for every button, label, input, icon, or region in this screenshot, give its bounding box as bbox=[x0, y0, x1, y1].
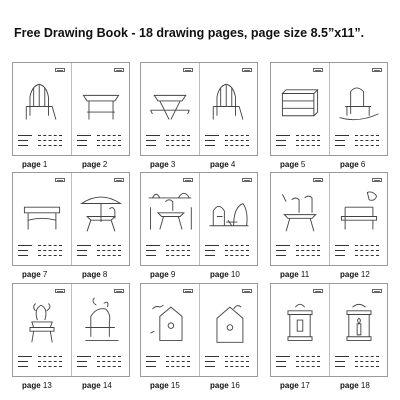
drawing-page-thumbnail[interactable] bbox=[200, 284, 258, 376]
drawing-page-thumbnail[interactable] bbox=[72, 63, 130, 155]
lantern-icon bbox=[275, 296, 325, 346]
page-caption-number: 15 bbox=[170, 381, 180, 390]
rocking-chair-icon bbox=[334, 75, 384, 125]
page-caption-label: page bbox=[340, 381, 359, 390]
page-caption-number: 12 bbox=[360, 270, 370, 279]
page-caption-label: page bbox=[280, 270, 299, 279]
page-caption-number: 3 bbox=[170, 160, 176, 169]
drawing-page-thumbnail[interactable] bbox=[141, 63, 199, 155]
book-spread bbox=[12, 283, 130, 377]
drawing-page-thumbnail[interactable] bbox=[271, 284, 329, 376]
caption-lines bbox=[205, 135, 251, 149]
page-caption bbox=[280, 160, 305, 169]
table-icon bbox=[76, 75, 126, 125]
page-caption bbox=[210, 381, 240, 390]
page-caption-number: 17 bbox=[300, 381, 310, 390]
birdhouse-bird-icon bbox=[145, 296, 195, 346]
page-caption bbox=[22, 381, 52, 390]
page-caption bbox=[22, 160, 47, 169]
drawing-page-thumbnail[interactable] bbox=[13, 173, 71, 265]
drawing-page-thumbnail[interactable] bbox=[141, 173, 199, 265]
lantern-candle-icon bbox=[334, 296, 384, 346]
page-caption-number: 18 bbox=[360, 381, 370, 390]
page-caption-number: 16 bbox=[230, 381, 240, 390]
caption-lines bbox=[205, 245, 251, 259]
logo-icon bbox=[372, 289, 382, 293]
logo-icon bbox=[313, 289, 323, 293]
page-caption bbox=[150, 381, 180, 390]
logo-icon bbox=[114, 178, 124, 182]
page-caption-label: page bbox=[150, 270, 169, 279]
adirondack-chair-icon bbox=[204, 75, 254, 125]
caption-lines bbox=[205, 356, 251, 370]
caption-lines bbox=[276, 356, 322, 370]
book-spread bbox=[140, 172, 258, 266]
storage-box-icon bbox=[275, 75, 325, 125]
book-spread bbox=[270, 62, 388, 156]
logo-icon bbox=[55, 68, 65, 72]
page-caption bbox=[280, 381, 310, 390]
caption-lines bbox=[146, 356, 192, 370]
logo-icon bbox=[114, 68, 124, 72]
logo-icon bbox=[372, 68, 382, 72]
page-caption bbox=[22, 270, 47, 279]
drawing-page-thumbnail[interactable] bbox=[13, 284, 71, 376]
caption-lines bbox=[18, 356, 64, 370]
page-caption bbox=[150, 270, 175, 279]
drawing-page-thumbnail[interactable] bbox=[141, 284, 199, 376]
drawing-page-thumbnail[interactable] bbox=[200, 173, 258, 265]
book-spread bbox=[12, 62, 130, 156]
page-caption-number: 4 bbox=[230, 160, 236, 169]
garden-scene-icon bbox=[204, 185, 254, 235]
logo-icon bbox=[55, 289, 65, 293]
caption-lines bbox=[335, 245, 381, 259]
page-caption-number: 14 bbox=[102, 381, 112, 390]
flower-stand-icon bbox=[17, 296, 67, 346]
caption-lines bbox=[18, 135, 64, 149]
page-caption-number: 10 bbox=[230, 270, 240, 279]
page-caption-label: page bbox=[82, 381, 101, 390]
logo-icon bbox=[183, 68, 193, 72]
page-caption bbox=[150, 160, 175, 169]
logo-icon bbox=[183, 289, 193, 293]
page-caption-label: page bbox=[280, 160, 299, 169]
picnic-table-icon bbox=[145, 75, 195, 125]
caption-lines bbox=[146, 245, 192, 259]
caption-lines bbox=[146, 135, 192, 149]
book-spread bbox=[140, 283, 258, 377]
logo-icon bbox=[55, 178, 65, 182]
picnic-table-scene-icon bbox=[145, 185, 195, 235]
page-caption-label: page bbox=[150, 160, 169, 169]
bench-icon bbox=[17, 185, 67, 235]
page-caption bbox=[340, 381, 370, 390]
caption-lines bbox=[18, 245, 64, 259]
page-caption-label: page bbox=[340, 270, 359, 279]
page-caption bbox=[210, 270, 240, 279]
logo-icon bbox=[313, 68, 323, 72]
page-caption-label: page bbox=[22, 381, 41, 390]
drawing-page-thumbnail[interactable] bbox=[330, 63, 388, 155]
book-spread bbox=[12, 172, 130, 266]
page-caption bbox=[280, 270, 309, 279]
book-spread bbox=[140, 62, 258, 156]
logo-icon bbox=[242, 289, 252, 293]
page-caption-label: page bbox=[210, 160, 229, 169]
page-caption-number: 9 bbox=[170, 270, 176, 279]
chair-flowers-icon bbox=[76, 296, 126, 346]
page-caption-number: 2 bbox=[102, 160, 108, 169]
bench-sun-icon bbox=[334, 185, 384, 235]
drawing-page-thumbnail[interactable] bbox=[271, 173, 329, 265]
page-caption-label: page bbox=[280, 381, 299, 390]
page-caption-label: page bbox=[22, 270, 41, 279]
caption-lines bbox=[77, 245, 123, 259]
caption-lines bbox=[335, 135, 381, 149]
page-caption-label: page bbox=[82, 160, 101, 169]
drawing-page-thumbnail[interactable] bbox=[72, 173, 130, 265]
page-caption bbox=[82, 160, 107, 169]
page-caption-number: 1 bbox=[42, 160, 48, 169]
page-caption-number: 8 bbox=[102, 270, 108, 279]
picnic-table-family-icon bbox=[275, 185, 325, 235]
page-caption bbox=[340, 270, 370, 279]
page-caption bbox=[82, 381, 112, 390]
logo-icon bbox=[372, 178, 382, 182]
page-caption-label: page bbox=[210, 270, 229, 279]
logo-icon bbox=[242, 68, 252, 72]
page-caption-number: 7 bbox=[42, 270, 48, 279]
page-caption-label: page bbox=[210, 381, 229, 390]
page-caption-label: page bbox=[22, 160, 41, 169]
logo-icon bbox=[313, 178, 323, 182]
logo-icon bbox=[242, 178, 252, 182]
caption-lines bbox=[276, 135, 322, 149]
caption-lines bbox=[335, 356, 381, 370]
picnic-table-umbrella-icon bbox=[76, 185, 126, 235]
page-caption-label: page bbox=[150, 381, 169, 390]
birdhouse-icon bbox=[204, 296, 254, 346]
adirondack-chair-icon bbox=[17, 75, 67, 125]
page-caption bbox=[340, 160, 365, 169]
logo-icon bbox=[114, 289, 124, 293]
caption-lines bbox=[77, 135, 123, 149]
page-caption bbox=[210, 160, 235, 169]
page-caption-number: 11 bbox=[300, 270, 310, 279]
drawing-page-thumbnail[interactable] bbox=[200, 63, 258, 155]
drawing-page-thumbnail[interactable] bbox=[13, 63, 71, 155]
caption-lines bbox=[276, 245, 322, 259]
page-caption-number: 5 bbox=[300, 160, 306, 169]
page-caption-label: page bbox=[82, 270, 101, 279]
drawing-page-thumbnail[interactable] bbox=[330, 284, 388, 376]
logo-icon bbox=[183, 178, 193, 182]
page-caption-label: page bbox=[340, 160, 359, 169]
page-caption bbox=[82, 270, 107, 279]
page-caption-number: 13 bbox=[42, 381, 52, 390]
drawing-page-thumbnail[interactable] bbox=[330, 173, 388, 265]
drawing-page-thumbnail[interactable] bbox=[271, 63, 329, 155]
book-spread bbox=[270, 283, 388, 377]
page-title: Free Drawing Book - 18 drawing pages, page size 8.5”x11”. bbox=[14, 26, 365, 40]
page-caption-number: 6 bbox=[360, 160, 366, 169]
caption-lines bbox=[77, 356, 123, 370]
drawing-page-thumbnail[interactable] bbox=[72, 284, 130, 376]
book-spread bbox=[270, 172, 388, 266]
